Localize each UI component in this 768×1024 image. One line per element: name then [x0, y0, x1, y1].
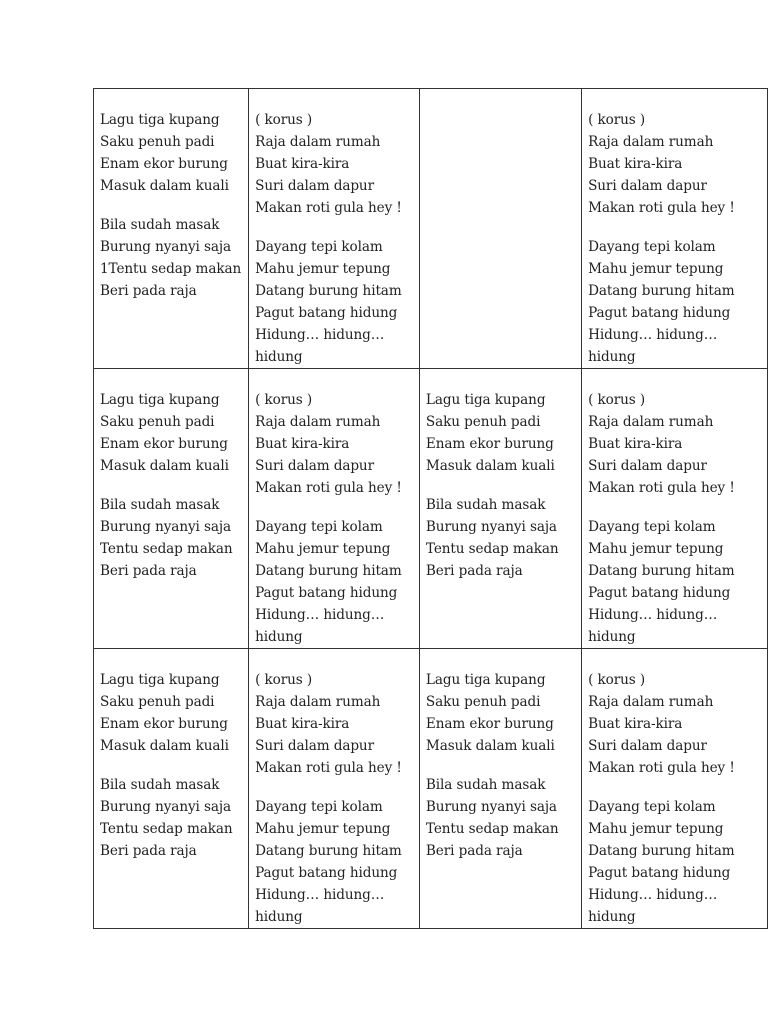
lyric-line: Buat kira-kira	[255, 436, 350, 452]
lyric-line: Makan roti gula hey !	[255, 760, 402, 776]
lyric-line: Hidung… hidung…	[588, 887, 718, 903]
lyric-line: Makan roti gula hey !	[588, 760, 735, 776]
lyric-line: Buat kira-kira	[588, 716, 683, 732]
lyric-line: Saku penuh padi	[425, 694, 541, 710]
lyric-line: Masuk dalam kuali	[425, 458, 555, 474]
lyric-line: Mahu jemur tepung	[588, 261, 724, 277]
lyric-line: Saku penuh padi	[100, 134, 215, 150]
lyric-line: Saku penuh padi	[100, 414, 215, 430]
lyric-line: Masuk dalam kuali	[425, 738, 555, 754]
lyric-line: Tentu sedap makan	[100, 821, 233, 837]
lyric-line: Mahu jemur tepung	[588, 541, 724, 557]
lyric-line: Saku penuh padi	[100, 694, 215, 710]
verse-cell	[419, 369, 581, 649]
lyric-line: Lagu tiga kupang	[425, 672, 546, 688]
lyric-line: ( korus )	[255, 112, 313, 128]
chorus-cell	[249, 649, 420, 929]
lyric-line: Hidung… hidung…	[255, 327, 385, 343]
lyric-line: Suri dalam dapur	[588, 458, 707, 474]
lyric-line: 1Tentu sedap makan	[100, 261, 242, 277]
table-row	[94, 369, 768, 649]
lyric-line: Hidung… hidung…	[255, 607, 385, 623]
lyric-line: Pagut batang hidung	[588, 585, 731, 601]
lyric-line: Enam ekor burung	[425, 716, 554, 732]
stanza	[588, 389, 767, 499]
lyric-line: Datang burung hitam	[255, 563, 402, 579]
lyric-line: Hidung… hidung…	[588, 607, 718, 623]
stanza	[588, 669, 767, 779]
verse-cell	[94, 649, 249, 929]
lyric-line: Raja dalam rumah	[255, 414, 381, 430]
stanza	[100, 669, 248, 757]
lyric-line: Dayang tepi kolam	[255, 519, 383, 535]
lyric-line: Burung nyanyi saja	[100, 799, 232, 815]
verse-cell	[94, 369, 249, 649]
lyric-line: Pagut batang hidung	[588, 305, 731, 321]
lyric-line: Pagut batang hidung	[255, 865, 398, 881]
stanza	[255, 389, 419, 499]
lyric-line: Masuk dalam kuali	[100, 738, 229, 754]
lyric-line: Bila sudah masak	[425, 777, 546, 793]
stanza	[426, 494, 581, 582]
empty-cell	[419, 89, 581, 369]
lyrics-table-body	[94, 89, 768, 929]
lyric-line: Burung nyanyi saja	[425, 519, 557, 535]
lyric-line: ( korus )	[588, 112, 646, 128]
lyric-line: Datang burung hitam	[588, 563, 735, 579]
lyric-line: Suri dalam dapur	[588, 738, 707, 754]
lyric-line: Enam ekor burung	[100, 436, 228, 452]
lyric-line: Datang burung hitam	[255, 283, 402, 299]
stanza	[100, 774, 248, 862]
stanza	[588, 109, 767, 219]
lyric-line: Suri dalam dapur	[255, 178, 374, 194]
lyric-line: Bila sudah masak	[100, 777, 220, 793]
lyric-line: Pagut batang hidung	[255, 585, 398, 601]
lyric-line: Burung nyanyi saja	[100, 239, 232, 255]
lyric-line: Beri pada raja	[100, 843, 197, 859]
table-row	[94, 649, 768, 929]
lyric-line: Enam ekor burung	[425, 436, 554, 452]
lyric-line: Burung nyanyi saja	[425, 799, 557, 815]
lyric-line: hidung	[255, 349, 303, 365]
lyric-line: Raja dalam rumah	[588, 414, 714, 430]
lyric-line: Lagu tiga kupang	[100, 672, 220, 688]
lyric-line: Saku penuh padi	[425, 414, 541, 430]
lyric-line: Makan roti gula hey !	[588, 200, 735, 216]
stanza	[588, 236, 767, 368]
lyric-line: hidung	[588, 629, 636, 645]
lyric-line: Enam ekor burung	[100, 156, 228, 172]
table-row	[94, 89, 768, 369]
lyric-line: ( korus )	[255, 672, 313, 688]
verse-cell	[94, 89, 249, 369]
lyric-line: Mahu jemur tepung	[255, 541, 391, 557]
lyric-line: Bila sudah masak	[100, 217, 220, 233]
lyric-line: Bila sudah masak	[425, 497, 546, 513]
lyric-line: ( korus )	[588, 392, 646, 408]
lyric-line: Enam ekor burung	[100, 716, 228, 732]
stanza	[255, 796, 419, 928]
lyric-line: Raja dalam rumah	[255, 134, 381, 150]
stanza	[100, 109, 248, 197]
stanza	[255, 236, 419, 368]
lyric-line: Datang burung hitam	[588, 283, 735, 299]
lyric-line: Dayang tepi kolam	[588, 799, 716, 815]
lyric-line: Beri pada raja	[100, 283, 197, 299]
lyric-line: Lagu tiga kupang	[100, 112, 220, 128]
lyric-line: hidung	[255, 629, 303, 645]
lyric-line: hidung	[588, 349, 636, 365]
lyric-line: Mahu jemur tepung	[255, 821, 391, 837]
stanza	[100, 214, 248, 302]
lyric-line: Tentu sedap makan	[100, 541, 233, 557]
lyric-line: Masuk dalam kuali	[100, 178, 229, 194]
lyric-line: Makan roti gula hey !	[255, 480, 402, 496]
lyric-line: Beri pada raja	[100, 563, 197, 579]
stanza	[100, 389, 248, 477]
chorus-cell	[582, 369, 768, 649]
lyric-line: Datang burung hitam	[588, 843, 735, 859]
chorus-cell	[582, 649, 768, 929]
lyric-line: Hidung… hidung…	[588, 327, 718, 343]
lyric-line: hidung	[588, 909, 636, 925]
stanza	[255, 516, 419, 648]
lyric-line: Suri dalam dapur	[588, 178, 707, 194]
lyric-line: Suri dalam dapur	[255, 738, 374, 754]
lyric-line: Mahu jemur tepung	[588, 821, 724, 837]
lyric-line: hidung	[255, 909, 303, 925]
lyric-line: Buat kira-kira	[588, 156, 683, 172]
stanza	[100, 494, 248, 582]
lyric-line: Dayang tepi kolam	[255, 799, 383, 815]
lyric-line: Lagu tiga kupang	[100, 392, 220, 408]
lyric-line: Burung nyanyi saja	[100, 519, 232, 535]
chorus-cell	[249, 369, 420, 649]
lyric-line: Dayang tepi kolam	[588, 239, 716, 255]
lyric-line: Dayang tepi kolam	[588, 519, 716, 535]
lyric-line: Suri dalam dapur	[255, 458, 374, 474]
lyric-line: Mahu jemur tepung	[255, 261, 391, 277]
chorus-cell	[249, 89, 420, 369]
lyric-line: Dayang tepi kolam	[255, 239, 383, 255]
lyric-line: Pagut batang hidung	[255, 305, 398, 321]
lyric-line: Masuk dalam kuali	[100, 458, 229, 474]
lyric-line: ( korus )	[588, 672, 646, 688]
lyric-line: Raja dalam rumah	[255, 694, 381, 710]
stanza	[255, 669, 419, 779]
lyric-line: Makan roti gula hey !	[255, 200, 402, 216]
stanza	[426, 669, 581, 757]
lyric-line: Lagu tiga kupang	[425, 392, 546, 408]
lyric-line: Raja dalam rumah	[588, 134, 714, 150]
lyric-line: Buat kira-kira	[255, 156, 350, 172]
lyric-line: Hidung… hidung…	[255, 887, 385, 903]
stanza	[255, 109, 419, 219]
stanza	[588, 796, 767, 928]
lyric-line: Raja dalam rumah	[588, 694, 714, 710]
stanza	[426, 774, 581, 862]
lyric-line: Makan roti gula hey !	[588, 480, 735, 496]
chorus-cell	[582, 89, 768, 369]
lyric-line: Buat kira-kira	[588, 436, 683, 452]
lyric-line: Tentu sedap makan	[425, 821, 559, 837]
stanza	[588, 516, 767, 648]
lyric-line: Tentu sedap makan	[425, 541, 559, 557]
lyric-line: Datang burung hitam	[255, 843, 402, 859]
lyric-line: ( korus )	[255, 392, 313, 408]
lyric-line: Bila sudah masak	[100, 497, 220, 513]
lyric-line: Beri pada raja	[425, 843, 523, 859]
lyric-line: Buat kira-kira	[255, 716, 350, 732]
verse-cell	[419, 649, 581, 929]
stanza	[426, 389, 581, 477]
lyrics-table	[93, 88, 768, 929]
lyric-line: Beri pada raja	[425, 563, 523, 579]
lyric-line: Pagut batang hidung	[588, 865, 731, 881]
